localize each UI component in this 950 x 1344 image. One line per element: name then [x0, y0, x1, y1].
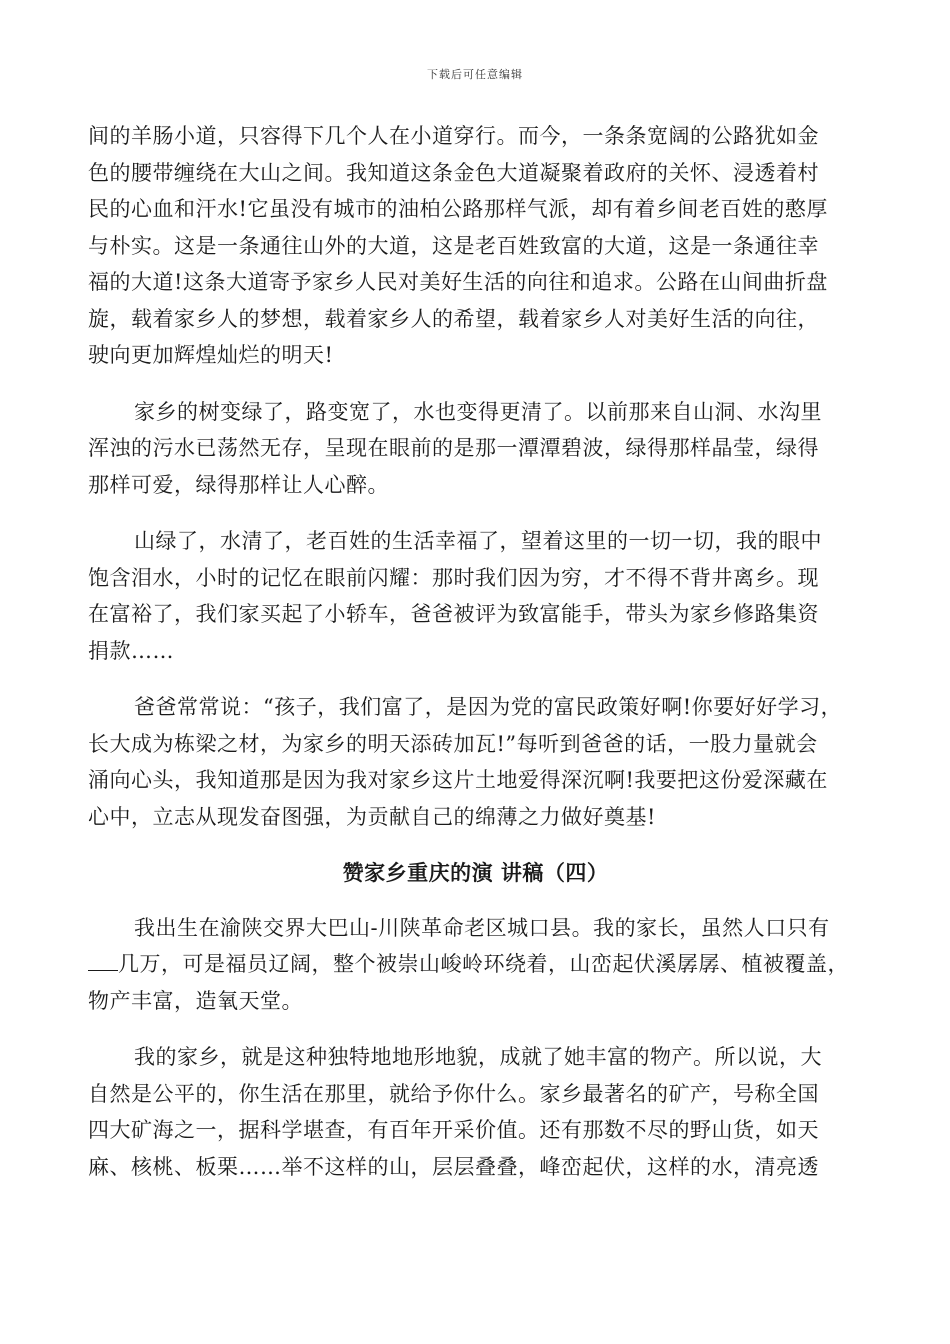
text-line: 我出生在渝陕交界大巴山-川陕革命老区城口县。我的家长，虽然人口只有	[134, 915, 830, 940]
text-line: 驶向更加辉煌灿烂的明天!	[88, 343, 334, 367]
text-line: 间的羊肠小道，只容得下几个人在小道穿行。而今，一条条宽阔的公路犹如金	[88, 124, 819, 148]
text-line: 色的腰带缠绕在大山之间。我知道这条金色大道凝聚着政府的关怀、浸透着村	[88, 160, 819, 185]
paragraph-happiness	[88, 523, 863, 669]
text-line: 与朴实。这是一条通往山外的大道，这是老百姓致富的大道，这是一条通往幸	[88, 233, 819, 258]
text-line: 麻、核桃、板栗……举不这样的山，层层叠叠，峰峦起伏，这样的水，清亮透	[88, 1154, 819, 1179]
text-line: 涌向心头，我知道那是因为我对家乡这片土地爱得深沉啊!我要把这份爱深藏在	[88, 768, 828, 792]
text-line: 旋，载着家乡人的梦想，载着家乡人的希望，载着家乡人对美好生活的向往，	[88, 306, 819, 331]
blank-underline	[88, 948, 118, 971]
text-line: 山绿了，水清了，老百姓的生活幸福了，望着这里的一切一切，我的眼中	[134, 529, 822, 553]
section-title: 赞家乡重庆的演 讲稿（四）	[342, 860, 609, 885]
paragraph-green	[88, 394, 863, 504]
paragraph-road	[88, 118, 863, 374]
text-line-content: 几万，可是福员辽阔，整个被崇山峻岭环绕着，山峦起伏溪孱孱、植被覆盖，	[118, 952, 849, 976]
text-line: 我的家乡，就是这种独特地地形地貌，成就了她丰富的物产。所以说，大	[134, 1045, 822, 1069]
text-line	[88, 946, 863, 983]
paragraph-father	[88, 689, 863, 835]
text-line: 长大成为栋梁之材，为家乡的明天添砖加瓦!”每听到爸爸的话，一股力量就会	[88, 731, 818, 756]
text-line: 捐款……	[88, 638, 174, 663]
text-line: 四大矿海之一，据科学堪查，有百年开采价值。还有那数不尽的野山货，如天	[88, 1118, 819, 1142]
text-line: 民的心血和汗水!它虽没有城市的油柏公路那样气派，却有着乡间老百姓的憨厚	[88, 197, 828, 221]
paragraph-birthplace	[88, 910, 863, 1020]
text-line: 那样可爱，绿得那样让人心醉。	[88, 472, 389, 497]
text-line: 爸爸常常说：“孩子，我们富了，是因为党的富民政策好啊!你要好好学习，	[134, 695, 843, 719]
text-line: 饱含泪水，小时的记忆在眼前闪耀：那时我们因为穷，才不得不背井离乡。现	[88, 565, 819, 590]
text-line: 物产丰富，造氧天堂。	[88, 988, 303, 1013]
text-line: 心中，立志从现发奋图强，为贡献自己的绵薄之力做好奠基!	[88, 804, 656, 829]
text-line: 在富裕了，我们家买起了小轿车，爸爸被评为致富能手，带头为家乡修路集资	[88, 602, 819, 626]
document-body	[88, 118, 863, 1205]
text-line: 浑浊的污水已荡然无存，呈现在眼前的是那一潭潭碧波，绿得那样晶莹，绿得	[88, 436, 819, 460]
text-line: 家乡的树变绿了，路变宽了，水也变得更清了。以前那来自山洞、水沟里	[134, 399, 822, 424]
page-header-note: 下载后可任意编辑	[427, 68, 523, 81]
text-line: 福的大道!这条大道寄予家乡人民对美好生活的向往和追求。公路在山间曲折盘	[88, 270, 828, 294]
paragraph-landscape	[88, 1039, 863, 1185]
text-line: 自然是公平的，你生活在那里，就给予你什么。家乡最著名的矿产，号称全国	[88, 1081, 819, 1106]
